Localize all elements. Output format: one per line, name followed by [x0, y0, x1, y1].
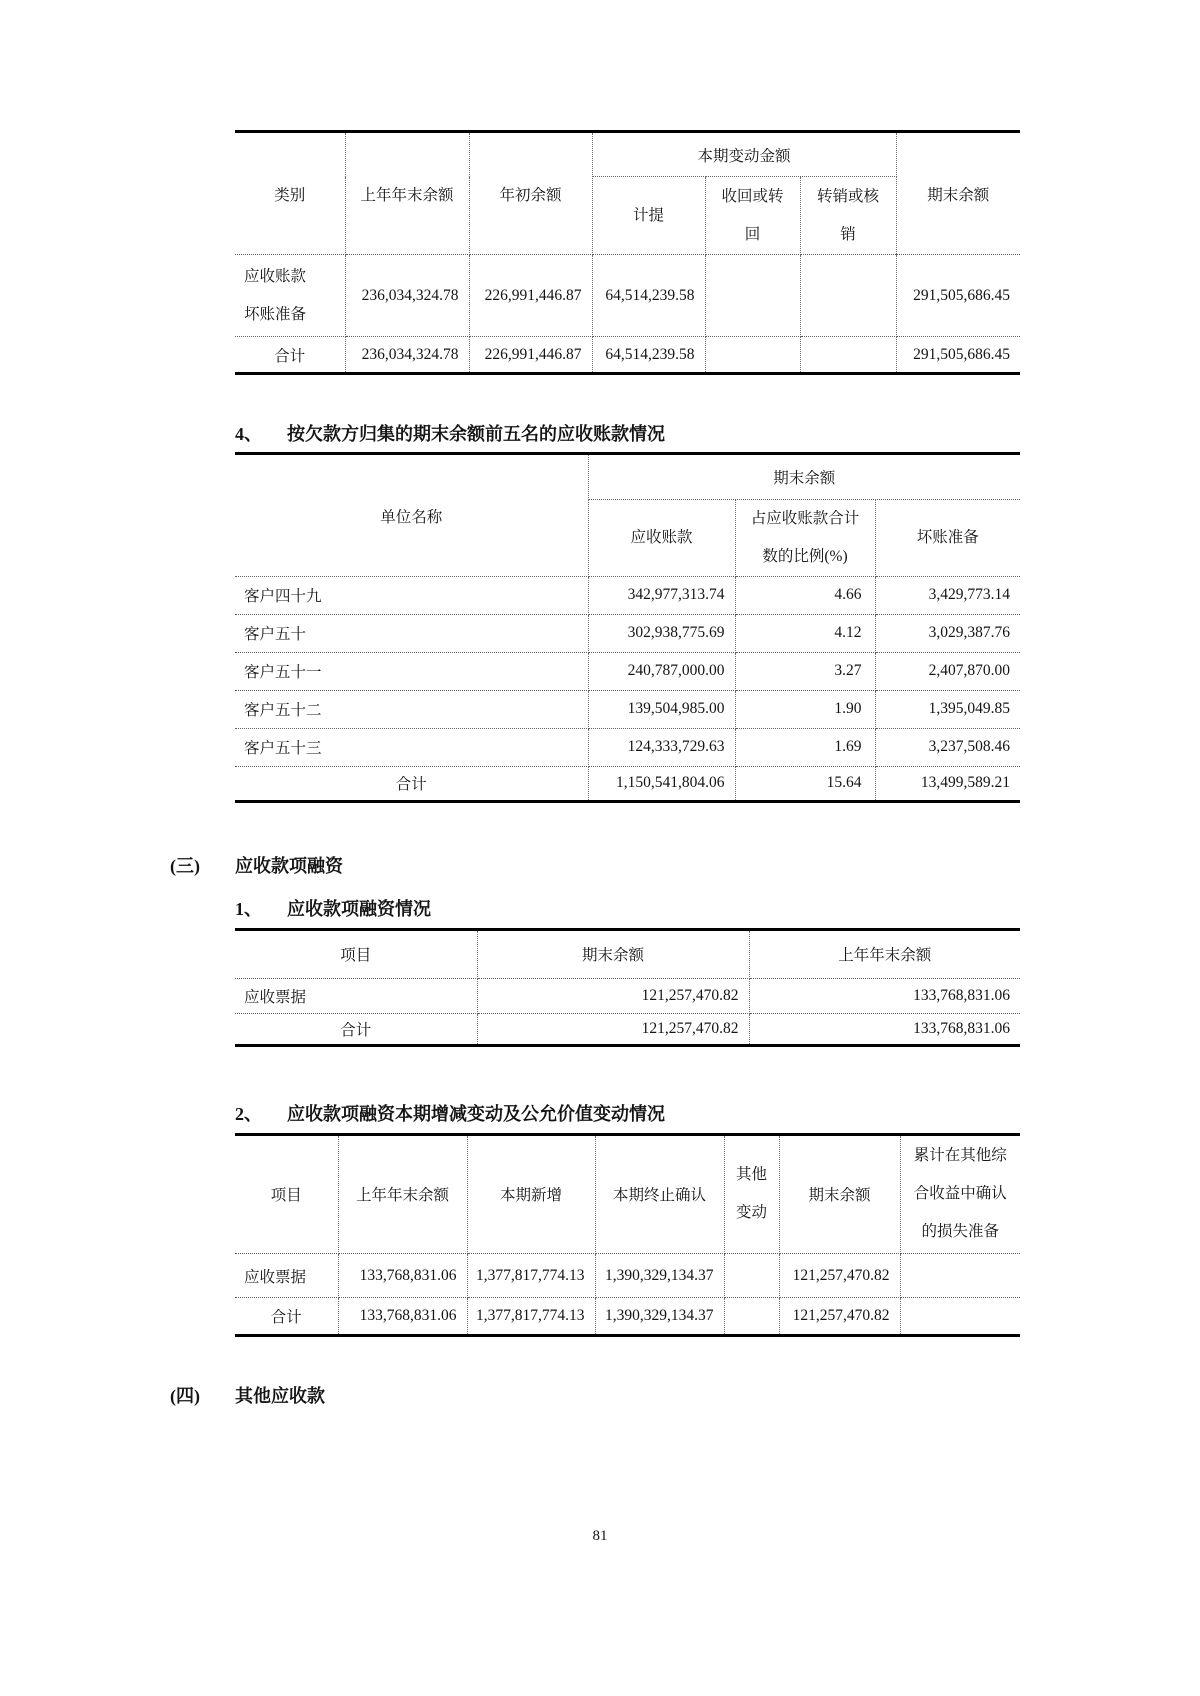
cell-ratio: 4.12 [735, 614, 875, 652]
col-header-unit: 单位名称 [235, 455, 588, 576]
cell-year-begin: 226,991,446.87 [469, 337, 592, 374]
row-label-total: 合计 [235, 1014, 477, 1046]
section-title: 应收款项融资本期增减变动及公允价值变动情况 [287, 1104, 665, 1125]
cell-prev-year-end: 133,768,831.06 [913, 1020, 1010, 1038]
section-top5-heading [235, 423, 1020, 455]
cell-bad-debt: 3,237,508.46 [875, 728, 1020, 766]
col-header-prev-year-end: 上年年末余额 [749, 931, 1020, 979]
section-number: 4、 [235, 424, 262, 444]
section-title: 其他应收款 [235, 1386, 325, 1406]
section-other-receivables-heading [170, 1385, 1020, 1408]
cell-recover-empty [705, 255, 800, 337]
cell-ratio: 1.69 [735, 728, 875, 766]
cell-prev-year-end: 236,034,324.78 [345, 255, 469, 337]
section-financing-2-heading [235, 1103, 1020, 1135]
row-label-bad-debt-provision [235, 255, 345, 337]
document-content [170, 0, 1020, 1408]
section-number: (三) [170, 855, 200, 876]
cell-other-change-empty [724, 1298, 779, 1336]
col-header-bad-debt: 坏账准备 [875, 499, 1020, 576]
cell-period-end: 121,257,470.82 [477, 979, 749, 1014]
bad-debt-provision-table [235, 130, 1020, 375]
cell-bad-debt: 3,029,387.76 [875, 614, 1020, 652]
row-label-customer: 客户五十一 [235, 652, 588, 690]
col-header-other-change: 其他变动 [724, 1136, 779, 1254]
row-label-total: 合计 [235, 766, 588, 801]
section-title: 应收款项融资情况 [287, 899, 431, 920]
cell-bad-debt: 13,499,589.21 [920, 774, 1010, 792]
col-header-oci-loss: 累计在其他综合收益中确认的损失准备 [900, 1136, 1020, 1254]
cell-bad-debt: 2,407,870.00 [875, 652, 1020, 690]
col-header-period-end-group: 期末余额 [588, 455, 1020, 499]
row-label-customer: 客户五十 [235, 614, 588, 652]
cell-derecognized: 1,390,329,134.37 [595, 1254, 724, 1298]
col-header-period-end: 期末余额 [896, 132, 1020, 255]
cell-receivable: 240,787,000.00 [588, 652, 735, 690]
col-header-category: 类别 [235, 132, 345, 255]
section-number: (四) [170, 1386, 200, 1406]
cell-derecognized: 1,390,329,134.37 [595, 1298, 724, 1336]
cell-accrue: 64,514,239.58 [592, 337, 705, 374]
row-label-notes-receivable: 应收票据 [235, 1254, 338, 1298]
receivables-financing-table [235, 931, 1020, 1048]
cell-accrue: 64,514,239.58 [592, 255, 705, 337]
cell-oci-loss-empty [900, 1298, 1020, 1336]
col-header-item: 项目 [235, 931, 477, 979]
cell-receivable: 124,333,729.63 [588, 728, 735, 766]
col-header-derecognized: 本期终止确认 [595, 1136, 724, 1254]
col-header-receivable: 应收账款 [588, 499, 735, 576]
col-header-added: 本期新增 [467, 1136, 595, 1254]
section-title: 应收款项融资 [235, 855, 343, 876]
section-financing-heading [170, 855, 1020, 878]
row-label-customer: 客户四十九 [235, 576, 588, 614]
cell-prev-year-end: 236,034,324.78 [345, 337, 469, 374]
section-title: 按欠款方归集的期末余额前五名的应收账款情况 [287, 424, 665, 444]
row-label-total: 合计 [235, 1298, 338, 1336]
cell-write-off-empty [800, 337, 896, 374]
section-financing-1-heading [235, 898, 1020, 930]
cell-receivable: 342,977,313.74 [588, 576, 735, 614]
page-number: 81 [592, 1528, 608, 1544]
col-header-period-end: 期末余额 [477, 931, 749, 979]
financing-change-table [235, 1136, 1020, 1338]
row-label-notes-receivable: 应收票据 [235, 979, 477, 1014]
cell-ratio: 3.27 [735, 652, 875, 690]
cell-period-end: 121,257,470.82 [779, 1298, 900, 1336]
col-header-item: 项目 [235, 1136, 338, 1254]
col-header-recover: 收回或转回 [705, 177, 800, 255]
cell-write-off-empty [800, 255, 896, 337]
row-label-customer: 客户五十二 [235, 690, 588, 728]
cell-bad-debt: 1,395,049.85 [875, 690, 1020, 728]
col-header-accrue: 计提 [592, 177, 705, 255]
cell-receivable: 1,150,541,804.06 [588, 766, 735, 801]
cell-period-end: 121,257,470.82 [779, 1254, 900, 1298]
row-label-customer: 客户五十三 [235, 728, 588, 766]
col-header-prev-year-end: 上年年末余额 [338, 1136, 467, 1254]
cell-receivable: 302,938,775.69 [588, 614, 735, 652]
col-header-prev-year-end: 上年年末余额 [345, 132, 469, 255]
cell-ratio: 1.90 [735, 690, 875, 728]
top5-receivables-table [235, 455, 1020, 802]
col-header-period-end: 期末余额 [779, 1136, 900, 1254]
cell-oci-loss-empty [900, 1254, 1020, 1298]
cell-prev-year-end: 133,768,831.06 [749, 979, 1020, 1014]
cell-recover-empty [705, 337, 800, 374]
row-label-text: 应收账款坏账准备 [244, 268, 307, 323]
section-number: 2、 [235, 1104, 262, 1125]
cell-period-end: 291,505,686.45 [913, 345, 1010, 363]
row-label-total: 合计 [235, 337, 345, 374]
col-header-write-off: 转销或核销 [800, 177, 896, 255]
cell-added: 1,377,817,774.13 [467, 1254, 595, 1298]
cell-period-end: 291,505,686.45 [896, 255, 1020, 337]
cell-other-change-empty [724, 1254, 779, 1298]
cell-ratio: 15.64 [735, 766, 875, 801]
col-header-year-begin: 年初余额 [469, 132, 592, 255]
cell-receivable: 139,504,985.00 [588, 690, 735, 728]
cell-prev-year-end: 133,768,831.06 [338, 1298, 467, 1336]
cell-added: 1,377,817,774.13 [467, 1298, 595, 1336]
cell-year-begin: 226,991,446.87 [469, 255, 592, 337]
section-number: 1、 [235, 899, 262, 920]
cell-bad-debt: 3,429,773.14 [875, 576, 1020, 614]
col-header-ratio: 占应收账款合计数的比例(%) [735, 499, 875, 576]
cell-period-end: 121,257,470.82 [477, 1014, 749, 1046]
cell-ratio: 4.66 [735, 576, 875, 614]
col-header-change-group: 本期变动金额 [592, 132, 896, 177]
cell-prev-year-end: 133,768,831.06 [338, 1254, 467, 1298]
